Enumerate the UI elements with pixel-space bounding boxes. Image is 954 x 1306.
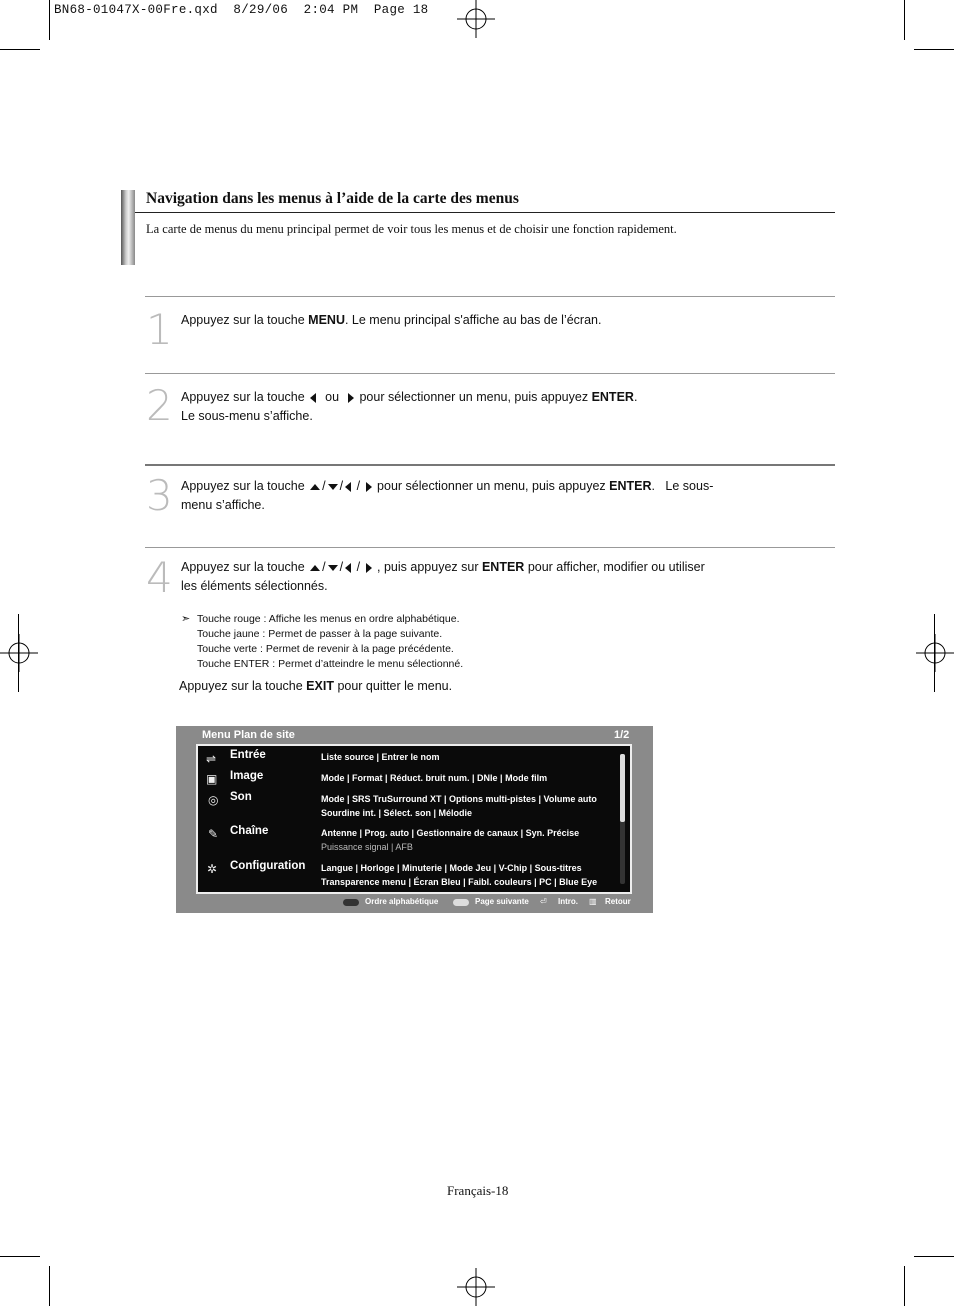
step-text: [181, 311, 601, 330]
footer-back-label: Retour: [605, 897, 631, 906]
crop-mark: [904, 0, 905, 40]
step-text: Appuyez sur la touche / / / , puis appuyez sur ENTER pour afficher, modifier ou utiliser les éléments sélectionnés.: [181, 558, 705, 595]
return-button-icon: ▥: [589, 897, 597, 906]
menu-map-scrollbar-thumb: [620, 754, 625, 822]
menu-key-label: MENU: [308, 313, 345, 327]
left-arrow-icon: [345, 482, 351, 492]
step-text-part: pour sélectionner un menu, puis appuyez: [373, 479, 610, 493]
step-text-part: pour afficher, modifier ou utiliser: [524, 560, 705, 574]
step-number: 3: [146, 471, 173, 520]
section-title: Navigation dans les menus à l’aide de la carte des menus: [146, 190, 519, 207]
menu-category-items: Liste source | Entrer le nom: [321, 752, 440, 762]
page-number: Français-18: [447, 1183, 509, 1198]
down-arrow-icon: [328, 565, 338, 571]
enter-button-icon: ⏎: [540, 897, 547, 906]
step-number: 4: [146, 553, 173, 602]
yellow-button-icon: [453, 899, 469, 906]
registration-mark-icon: [0, 634, 38, 672]
note-arrow-icon: ➣: [181, 613, 191, 625]
input-icon: ⇌: [206, 752, 217, 766]
step-text-part: .: [633, 390, 638, 404]
menu-category-channel: Chaîne: [230, 825, 269, 837]
exit-key-label: EXIT: [306, 679, 334, 693]
menu-map-title: Menu Plan de site: [202, 729, 295, 741]
exit-instruction: Appuyez sur la touche EXIT pour quitter le menu.: [179, 679, 453, 693]
right-arrow-icon: [366, 563, 372, 573]
crop-mark: [49, 1266, 50, 1306]
step-text-part: Appuyez sur la touche: [181, 313, 309, 327]
notes-list: [181, 612, 463, 672]
footer-next-label: Page suivante: [475, 897, 529, 906]
red-button-icon: [343, 899, 359, 906]
note-item: Touche verte : Permet de revenir à la page précédente.: [197, 643, 454, 655]
step-text-part: . Le sous-: [651, 479, 714, 493]
right-arrow-icon: [366, 482, 372, 492]
menu-category-items: Mode | Format | Réduct. bruit num. | DNIe | Mode film: [321, 773, 548, 783]
note-item: Touche jaune : Permet de passer à la page suivante.: [197, 628, 443, 640]
menu-category-input: Entrée: [230, 749, 266, 761]
step-number: 2: [146, 381, 173, 430]
note-item: ➣ Touche rouge : Affiche les menus en ordre alphabétique.: [181, 613, 460, 625]
enter-key-label: ENTER: [609, 479, 652, 493]
crop-mark: [914, 1256, 954, 1257]
note-item: Touche ENTER : Permet d’atteindre le menu sélectionné.: [197, 658, 464, 670]
step-divider: [145, 296, 835, 297]
left-arrow-icon: [310, 393, 316, 403]
crop-mark: [904, 1266, 905, 1306]
menu-category-items: Sourdine int. | Sélect. son | Mélodie: [321, 808, 473, 818]
up-arrow-icon: [310, 484, 320, 490]
registration-mark-icon: [457, 0, 495, 38]
step-text-line2: Le sous-menu s’affiche.: [181, 408, 313, 423]
menu-category-items: Puissance signal | AFB: [321, 842, 413, 852]
title-divider: [135, 212, 835, 213]
menu-category-items: Antenne | Prog. auto | Gestionnaire de canaux | Syn. Précise: [321, 828, 580, 838]
step-text-part: , puis appuyez sur: [373, 560, 482, 574]
step-text-part: pour sélectionner un menu, puis appuyez: [355, 390, 592, 404]
step-text-part: ou: [325, 390, 340, 404]
crop-mark: [0, 1256, 40, 1257]
step-text-part: Appuyez sur la touche: [181, 479, 309, 493]
step-text-line2: menu s’affiche.: [181, 497, 265, 512]
menu-category-items: Mode | SRS TruSurround XT | Options multi-pistes | Volume auto: [321, 794, 597, 804]
menu-category-items: Langue | Horloge | Minuterie | Mode Jeu | V-Chip | Sous-titres: [321, 863, 582, 873]
step-number: 1: [146, 305, 173, 354]
registration-mark-icon: [916, 634, 954, 672]
right-arrow-icon: [348, 393, 354, 403]
menu-category-picture: Image: [230, 770, 264, 782]
crop-mark: [49, 0, 50, 40]
enter-key-label: ENTER: [591, 390, 634, 404]
up-arrow-icon: [310, 565, 320, 571]
step-text-part: Appuyez sur la touche: [181, 560, 309, 574]
step-text: Appuyez sur la touche / / / pour sélectionner un menu, puis appuyez ENTER. Le sous- menu s’affiche.: [181, 477, 713, 514]
menu-category-setup: Configuration: [230, 860, 306, 872]
step-divider: [145, 547, 835, 548]
setup-icon: ✲: [207, 862, 218, 876]
step-divider: [145, 464, 835, 466]
section-sidebar-bar: [121, 190, 135, 265]
step-text-part: . Le menu principal s'affiche au bas de l’écran.: [344, 313, 602, 327]
menu-category-sound: Son: [230, 791, 252, 803]
channel-icon: ✎: [208, 827, 219, 841]
step-text: [181, 388, 637, 425]
down-arrow-icon: [328, 484, 338, 490]
step-text-line2: les éléments sélectionnés.: [181, 578, 328, 593]
crop-mark: [914, 49, 954, 50]
file-slug: BN68-01047X-00Fre.qxd 8/29/06 2:04 PM Page 18: [54, 3, 429, 17]
step-divider: [145, 373, 835, 374]
menu-category-items: Transparence menu | Écran Bleu | Faibl. couleurs | PC | Blue Eye: [321, 877, 598, 887]
registration-mark-icon: [457, 1268, 495, 1306]
menu-map-page-indicator: 1/2: [614, 729, 630, 741]
crop-mark: [934, 614, 935, 692]
left-arrow-icon: [345, 563, 351, 573]
picture-icon: ▣: [206, 772, 218, 786]
crop-mark: [0, 49, 40, 50]
section-intro: La carte de menus du menu principal permet de voir tous les menus et de choisir une fonction rapidement.: [146, 222, 677, 236]
step-text-part: Appuyez sur la touche: [181, 390, 309, 404]
sound-icon: ◎: [208, 793, 219, 807]
footer-alpha-label: Ordre alphabétique: [365, 897, 439, 906]
enter-key-label: ENTER: [481, 560, 525, 574]
crop-mark: [18, 614, 19, 692]
footer-enter-label: Intro.: [558, 897, 578, 906]
